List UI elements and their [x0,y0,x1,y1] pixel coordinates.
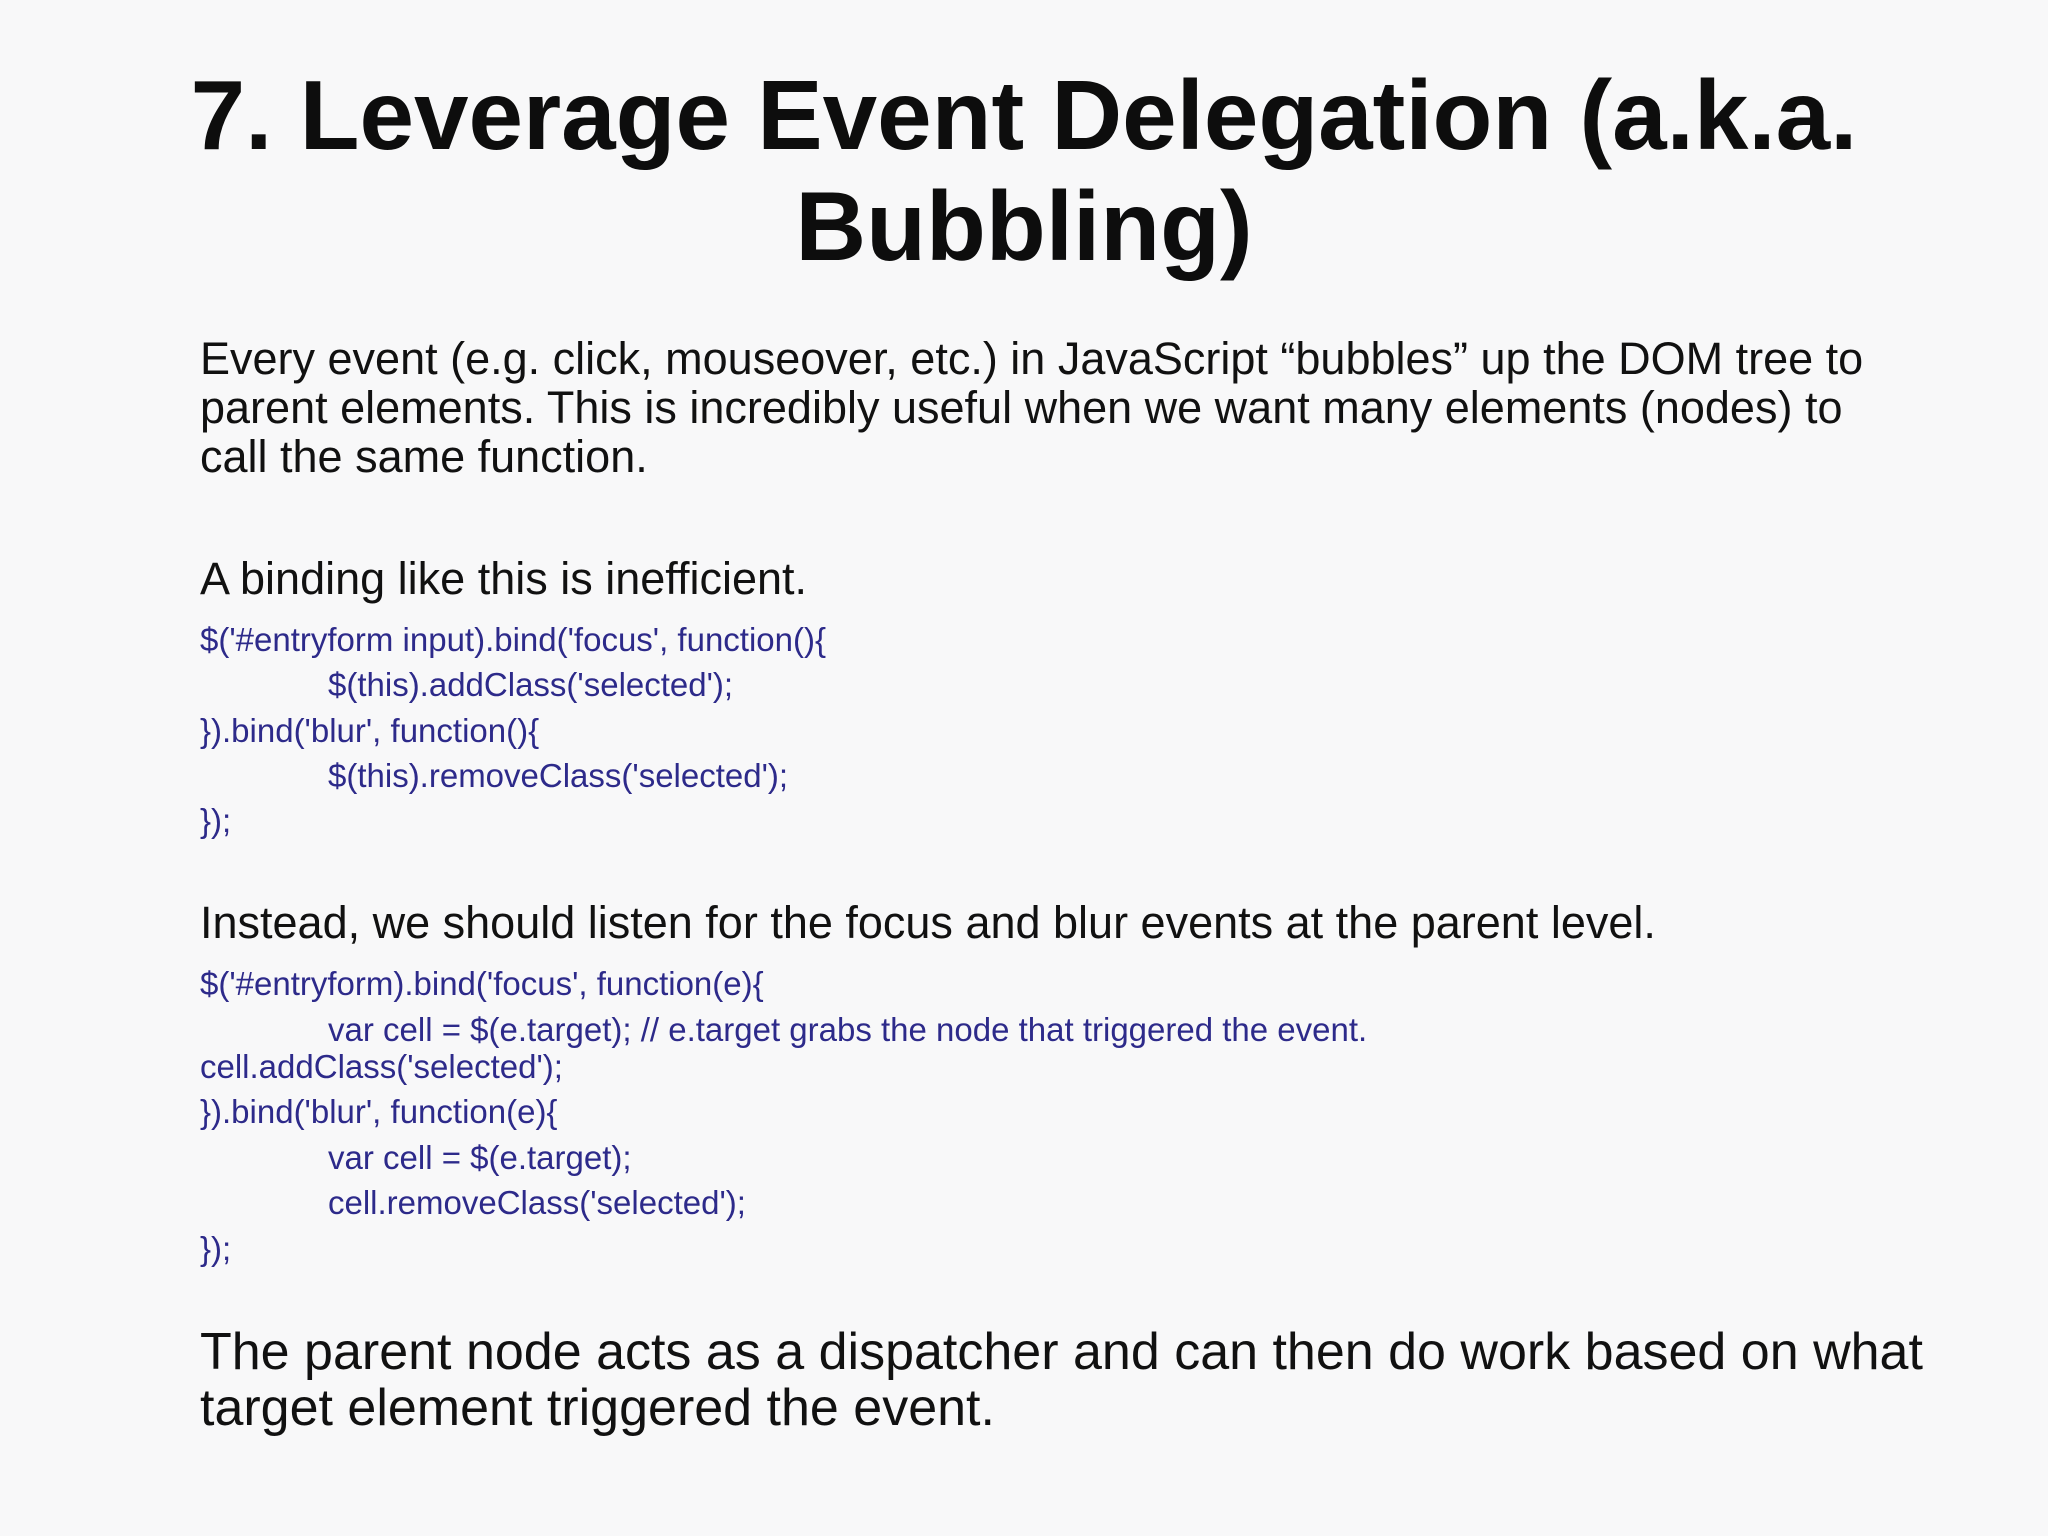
slide-title-line-1: 7. Leverage Event Delegation (a.k.a. [190,60,1858,170]
code1-line-2: $(this).addClass('selected'); [328,666,734,703]
code2-line-5: var cell = $(e.target); [328,1139,632,1176]
slide-title-line-2: Bubbling) [795,171,1253,281]
intro-line-3: call the same function. [200,431,648,482]
code-block-delegated [200,964,1367,1274]
intro-line-1: Every event (e.g. click, mouseover, etc.) in JavaScript “bubbles” up the DOM tree to [200,333,1864,384]
conclusion-line-1: The parent node acts as a dispatcher and can then do work based on what [200,1323,1923,1381]
code1-line-4: $(this).removeClass('selected'); [328,757,789,794]
code2-line-1: $('#entryform).bind('focus', function(e){ [200,965,764,1002]
conclusion-line-2: target element triggered the event. [200,1379,995,1437]
code-block-inefficient [200,620,826,846]
slide-title [160,60,1888,282]
code2-line-2: var cell = $(e.target); // e.target grabs the node that triggered the event. [328,1011,1368,1048]
intro-line-2: parent elements. This is incredibly useful when we want many elements (nodes) to [200,382,1843,433]
intro-paragraph [200,334,1900,481]
code1-line-3: }).bind('blur', function(){ [200,712,540,749]
inefficient-heading: A binding like this is inefficient. [200,553,808,604]
conclusion-paragraph [200,1323,1923,1437]
code1-line-1: $('#entryform input).bind('focus', function(){ [200,621,827,658]
instead-heading: Instead, we should listen for the focus and blur events at the parent level. [200,897,1656,948]
code2-line-7: }); [200,1230,232,1267]
code2-line-4: }).bind('blur', function(e){ [200,1093,558,1130]
code2-line-6: cell.removeClass('selected'); [328,1184,746,1221]
code2-line-3: cell.addClass('selected'); [200,1048,563,1085]
code1-line-5: }); [200,802,232,839]
